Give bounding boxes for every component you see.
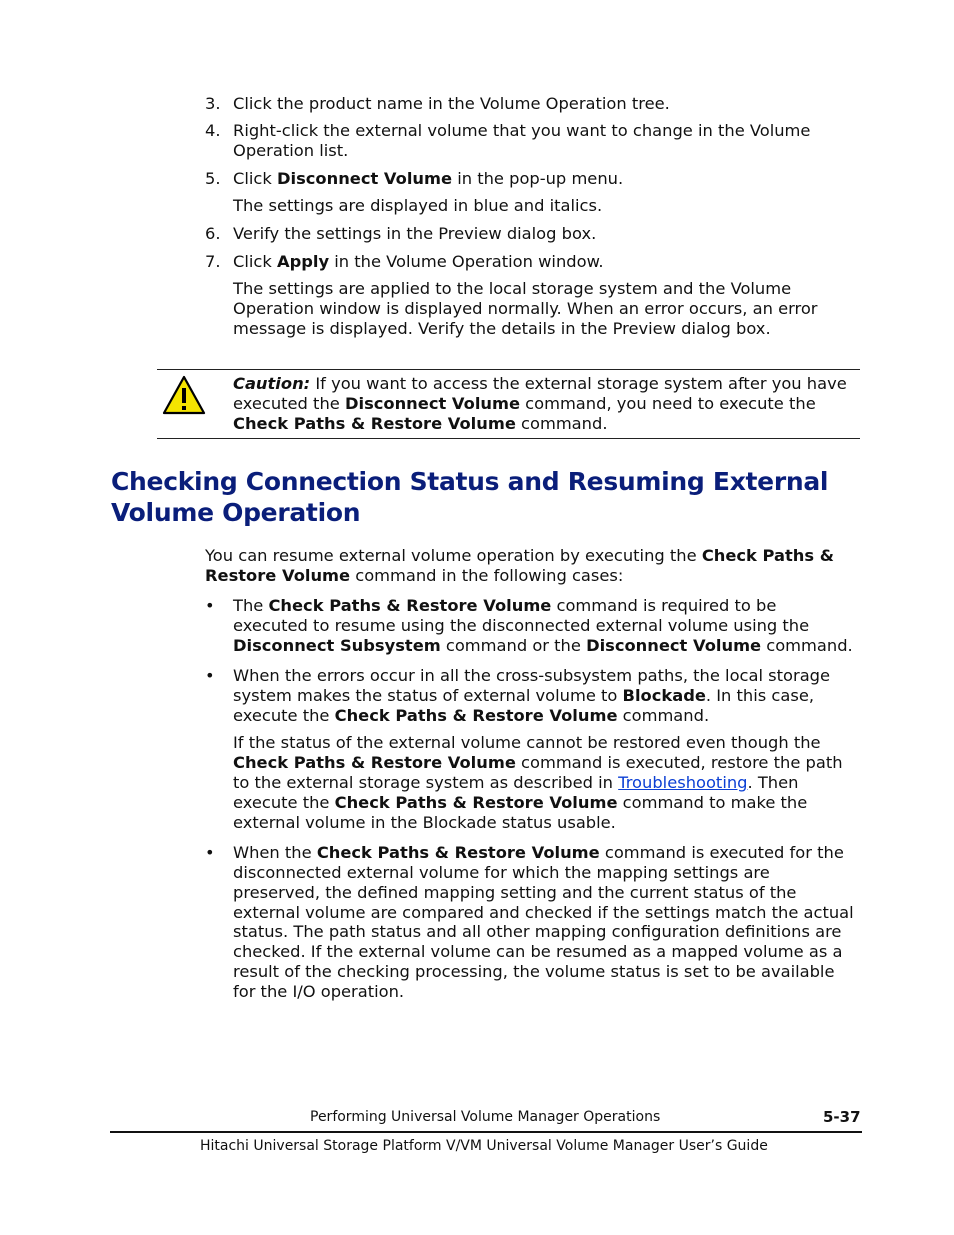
text-run: Operation list. — [233, 141, 349, 160]
text-run: command is executed, restore the path — [515, 753, 843, 772]
text-run: Click — [233, 252, 277, 271]
footer-section-title: Performing Universal Volume Manager Operations — [310, 1109, 661, 1125]
text-run: command is required to be — [551, 596, 777, 615]
footer-page-number: 5-37 — [823, 1108, 861, 1126]
step-number: 6. — [205, 224, 221, 243]
text-run: The — [233, 596, 269, 615]
emphasized-text: Check Paths & Restore Volume — [268, 596, 552, 615]
bullet-text-line — [233, 813, 616, 833]
text-run: command. — [761, 636, 853, 655]
emphasized-text: Restore Volume — [205, 566, 351, 585]
step-text-line — [233, 121, 810, 141]
text-run: Verify the settings in the Preview dialog box. — [233, 224, 597, 243]
text-run: external volume in the Blockade status usable. — [233, 813, 616, 832]
troubleshooting-link[interactable]: Troubleshooting — [618, 773, 748, 792]
text-run: command, you need to execute the — [520, 394, 816, 413]
text-run: system makes the status of external volume to — [233, 686, 623, 705]
footer-guide-title: Hitachi Universal Storage Platform V/VM Universal Volume Manager User’s Guide — [200, 1138, 768, 1154]
text-run: to the external storage system as described in — [233, 773, 619, 792]
text-run: . In this case, — [705, 686, 815, 705]
text-run: command in the following cases: — [350, 566, 624, 585]
step-text-line — [233, 319, 771, 339]
bullet-marker: • — [205, 596, 215, 615]
caution-bottom-rule — [157, 438, 860, 439]
bullet-text-line — [233, 793, 807, 813]
bullet-text-line — [233, 706, 709, 726]
text-run: status. The path status and all other mapping configuration definitions are — [233, 922, 842, 941]
bullet-text-line — [233, 883, 796, 903]
text-run: command is executed for the — [599, 843, 844, 862]
bullet-text-line — [233, 733, 821, 753]
bullet-text-line — [233, 686, 814, 706]
text-run: execute the — [233, 793, 335, 812]
bullet-text-line — [233, 942, 842, 962]
emphasized-text: Apply — [276, 252, 330, 271]
step-text-line — [233, 94, 670, 114]
bullet-text-line — [233, 636, 853, 656]
intro-text-line — [205, 546, 834, 566]
text-run: result of the checking processing, the volume status is set to be available — [233, 962, 835, 981]
text-run: You can resume external volume operation by executing the — [205, 546, 702, 565]
text-run: command or the — [440, 636, 587, 655]
bullet-text-line — [233, 773, 798, 793]
bullet-marker: • — [205, 843, 215, 862]
text-run: If the status of the external volume cannot be restored even though the — [233, 733, 821, 752]
bullet-text-line — [233, 903, 854, 923]
emphasized-text: Blockade — [622, 686, 706, 705]
section-heading-line2: Volume Operation — [111, 498, 361, 527]
step-text-line — [233, 224, 596, 244]
warning-triangle-icon — [162, 375, 206, 415]
text-run: in the pop-up menu. — [452, 169, 624, 188]
step-number: 7. — [205, 252, 221, 271]
caution-top-rule — [157, 369, 860, 370]
bullet-text-line — [233, 922, 841, 942]
bullet-text-line — [233, 666, 830, 686]
step-text-line — [233, 169, 623, 189]
bullet-text-line — [233, 962, 834, 982]
bullet-text-line — [233, 863, 770, 883]
emphasized-text: Disconnect Subsystem — [233, 636, 441, 655]
text-run: executed the — [233, 394, 345, 413]
emphasized-text: Check Paths & Restore Volume — [334, 706, 618, 725]
text-run: When the errors occur in all the cross-subsystem paths, the local storage — [233, 666, 831, 685]
text-run: If you want to access the external storage system after you have — [310, 374, 847, 393]
emphasized-text: Check Paths & Restore Volume — [233, 753, 516, 772]
text-run: execute the — [233, 706, 335, 725]
text-run: When the — [233, 843, 317, 862]
emphasized-text: Disconnect Volume — [276, 169, 453, 188]
step-number: 4. — [205, 121, 221, 140]
bullet-text-line — [233, 596, 776, 616]
text-run: The settings are applied to the local storage system and the Volume — [233, 279, 792, 298]
text-run: disconnected external volume for which the mapping settings are — [233, 863, 770, 882]
step-text-line — [233, 299, 818, 319]
caution-text-line — [233, 414, 608, 434]
text-run: Click the product name in the Volume Operation tree. — [233, 94, 670, 113]
emphasized-text: Check Paths & Restore Volume — [233, 414, 516, 433]
text-run: preserved, the defined mapping setting and the current status of the — [233, 883, 797, 902]
text-run: . Then — [747, 773, 799, 792]
emphasized-text: Check Paths & — [701, 546, 834, 565]
intro-text-line — [205, 566, 623, 586]
text-run: checked. If the external volume can be resumed as a mapped volume as a — [233, 942, 843, 961]
bullet-text-line — [233, 982, 404, 1002]
step-number: 3. — [205, 94, 221, 113]
text-run: command. — [515, 414, 608, 433]
step-text-line — [233, 141, 348, 161]
emphasized-text: Check Paths & Restore Volume — [334, 793, 618, 812]
text-run: in the Volume Operation window. — [329, 252, 604, 271]
text-run: command. — [617, 706, 710, 725]
bullet-text-line — [233, 753, 843, 773]
bullet-text-line — [233, 843, 844, 863]
text-run: message is displayed. Verify the details in the Preview dialog box. — [233, 319, 771, 338]
emphasized-text: Caution: — [233, 374, 311, 393]
emphasized-text: Check Paths & Restore Volume — [316, 843, 600, 862]
text-run: The settings are displayed in blue and italics. — [233, 196, 603, 215]
step-text-line — [233, 252, 604, 272]
emphasized-text: Disconnect Volume — [344, 394, 520, 413]
bullet-text-line — [233, 616, 809, 636]
caution-text-line — [233, 374, 847, 394]
emphasized-text: Disconnect Volume — [586, 636, 762, 655]
text-run: command to make the — [617, 793, 808, 812]
text-run: Right-click the external volume that you want to change in the Volume — [233, 121, 811, 140]
footer-rule — [110, 1131, 862, 1133]
step-text-line — [233, 279, 791, 299]
caution-text-line — [233, 394, 816, 414]
bullet-marker: • — [205, 666, 215, 685]
text-run: external volume are compared and checked if the settings match the actual — [233, 903, 854, 922]
step-text-line — [233, 196, 602, 216]
section-heading-line1: Checking Connection Status and Resuming External — [111, 467, 829, 496]
text-run: Operation window is displayed normally. When an error occurs, an error — [233, 299, 818, 318]
step-number: 5. — [205, 169, 221, 188]
text-run: for the I/O operation. — [233, 982, 405, 1001]
text-run: executed to resume using the disconnected external volume using the — [233, 616, 810, 635]
text-run: Click — [233, 169, 277, 188]
